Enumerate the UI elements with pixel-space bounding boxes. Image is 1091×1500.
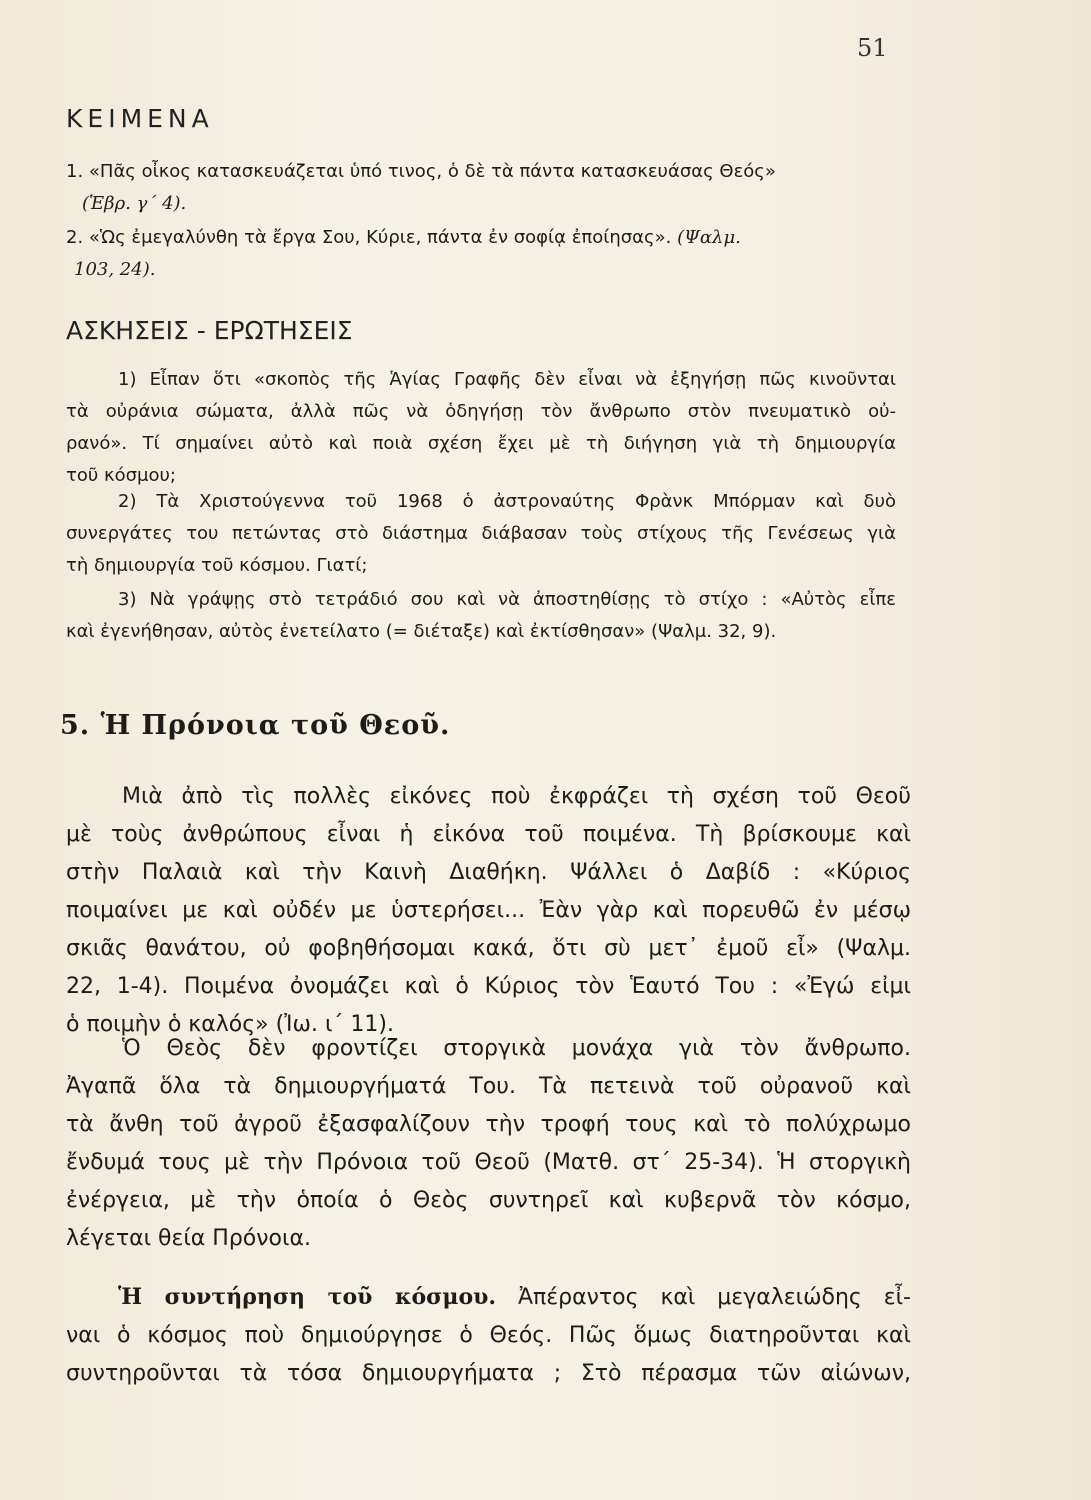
- exercise-3: [66, 584, 896, 648]
- exercise-3-line: καὶ ἐγενήθησαν, αὐτὸς ἐνετείλατο (= διέταξε) καὶ ἐκτίσθησαν» (Ψαλμ. 32, 9).: [66, 621, 777, 642]
- exercise-2-line: τὴ δημιουργία τοῦ κόσμου. Γιατί;: [66, 555, 368, 576]
- paragraph-line: σκιᾶς θανάτου, οὐ φοβηθήσομαι κακά, ὅτι σὺ μετ᾿ ἐμοῦ εἶ» (Ψαλμ.: [66, 936, 911, 961]
- text-item-1: [66, 156, 896, 220]
- text-item-2-reference-b: 103, 24).: [74, 259, 156, 280]
- paragraph-line: Ὁ Θεὸς δὲν φροντίζει στοργικὰ μονάχα γιὰ τὸν ἄνθρωπο.: [122, 1036, 911, 1061]
- exercise-1: [66, 364, 896, 492]
- paragraph-line: ἔνδυμά τους μὲ τὴν Πρόνοια τοῦ Θεοῦ (Ματθ. στ΄ 25-34). Ἡ στοργικὴ: [66, 1150, 911, 1175]
- paragraph-line: 22, 1-4). Ποιμένα ὀνομάζει καὶ ὁ Κύριος τὸν Ἑαυτό Του : «Ἐγώ εἰμι: [66, 974, 911, 999]
- exercise-3-line: 3) Νὰ γράψῃς στὸ τετράδιό σου καὶ νὰ ἀποστηθίσῃς τὸ στίχο : «Αὐτὸς εἶπε: [118, 589, 896, 610]
- page-number: 51: [857, 34, 888, 62]
- paragraph-line: μὲ τοὺς ἀνθρώπους εἶναι ἡ εἰκόνα τοῦ ποιμένα. Τὴ βρίσκουμε καὶ: [66, 822, 911, 847]
- exercise-2: [66, 486, 896, 582]
- paragraph-line: Μιὰ ἀπὸ τὶς πολλὲς εἰκόνες ποὺ ἐκφράζει τὴ σχέση τοῦ Θεοῦ: [122, 784, 911, 809]
- exercise-1-line: ρανό». Τί σημαίνει αὐτὸ καὶ ποιὰ σχέση ἔχει μὲ τὴ διήγηση γιὰ τὴ δημιουργία: [66, 433, 896, 454]
- paragraph-line: ἐνέργεια, μὲ τὴν ὁποία ὁ Θεὸς συντηρεῖ καὶ κυβερνᾶ τὸν κόσμο,: [66, 1188, 911, 1213]
- paragraph-line: στὴν Παλαιὰ καὶ τὴν Καινὴ Διαθήκη. Ψάλλει ὁ Δαβίδ : «Κύριος: [66, 860, 911, 885]
- paragraph-first-line: [66, 1278, 911, 1317]
- paragraph-line: συντηροῦνται τὰ τόσα δημιουργήματα ; Στὸ πέρασμα τῶν αἰώνων,: [66, 1361, 911, 1386]
- paragraph-line: Ἀγαπᾶ ὅλα τὰ δημιουργήματά Του. Τὰ πετεινὰ τοῦ οὐρανοῦ καὶ: [66, 1074, 911, 1099]
- subsection-heading: Ἡ συντήρηση τοῦ κόσμου.: [118, 1284, 497, 1310]
- text-item-2-line: 2. «Ὡς ἐμεγαλύνθη τὰ ἔργα Σου, Κύριε, πάντα ἐν σοφίᾳ ἐποίησας».: [66, 227, 672, 248]
- paragraph-line-rest: Ἀπέραντος καὶ μεγαλειώδης εἶ-: [496, 1285, 911, 1310]
- paragraph-divine-care: [66, 1030, 911, 1258]
- paragraph-line: τὰ ἄνθη τοῦ ἀγροῦ ἐξασφαλίζουν τὴν τροφή τους καὶ τὸ πολύχρωμο: [66, 1112, 911, 1137]
- text-item-2-reference-a: (Ψαλμ.: [677, 227, 741, 248]
- text-item-2: [66, 222, 896, 286]
- texts-heading: ΚΕΙΜΕΝΑ: [66, 104, 214, 133]
- paragraph-preservation: [66, 1278, 911, 1393]
- paragraph-line: ποιμαίνει με καὶ οὐδέν με ὑστερήσει... Ἐὰν γὰρ καὶ πορευθῶ ἐν μέσῳ: [66, 898, 911, 923]
- paragraph-line: λέγεται θεία Πρόνοια.: [66, 1226, 311, 1251]
- exercise-2-line: συνεργάτες του πετώντας στὸ διάστημα διάβασαν τοὺς στίχους τῆς Γενέσεως γιὰ: [66, 523, 896, 544]
- paragraph-line: ναι ὁ κόσμος ποὺ δημιούργησε ὁ Θεός. Πῶς ὅμως διατηροῦνται καὶ: [66, 1323, 911, 1348]
- exercise-1-line: τοῦ κόσμου;: [66, 465, 176, 486]
- text-item-1-line: 1. «Πᾶς οἶκος κατασκευάζεται ὑπό τινος, ὁ δὲ τὰ πάντα κατασκευάσας Θεός»: [66, 161, 776, 182]
- exercise-1-line: 1) Εἶπαν ὅτι «σκοπὸς τῆς Ἁγίας Γραφῆς δὲν εἶναι νὰ ἐξηγήσῃ πῶς κινοῦνται: [118, 369, 896, 390]
- paragraph-line: ὁ ποιμὴν ὁ καλός» (Ἰω. ι΄ 11).: [66, 1012, 394, 1037]
- text-item-1-reference: (Ἑβρ. γ΄ 4).: [82, 193, 187, 214]
- exercise-2-line: 2) Τὰ Χριστούγεννα τοῦ 1968 ὁ ἀστροναύτης Φρὰνκ Μπόρμαν καὶ δυὸ: [118, 491, 896, 512]
- exercises-heading: ΑΣΚΗΣΕΙΣ - ΕΡΩΤΗΣΕΙΣ: [66, 316, 353, 345]
- paragraph-providence: [66, 778, 911, 1044]
- section-title: 5. Ἡ Πρόνοια τοῦ Θεοῦ.: [60, 710, 451, 741]
- exercise-1-line: τὰ οὐράνια σώματα, ἀλλὰ πῶς νὰ ὁδηγήσῃ τὸν ἄνθρωπο στὸν πνευματικὸ οὐ-: [66, 401, 896, 422]
